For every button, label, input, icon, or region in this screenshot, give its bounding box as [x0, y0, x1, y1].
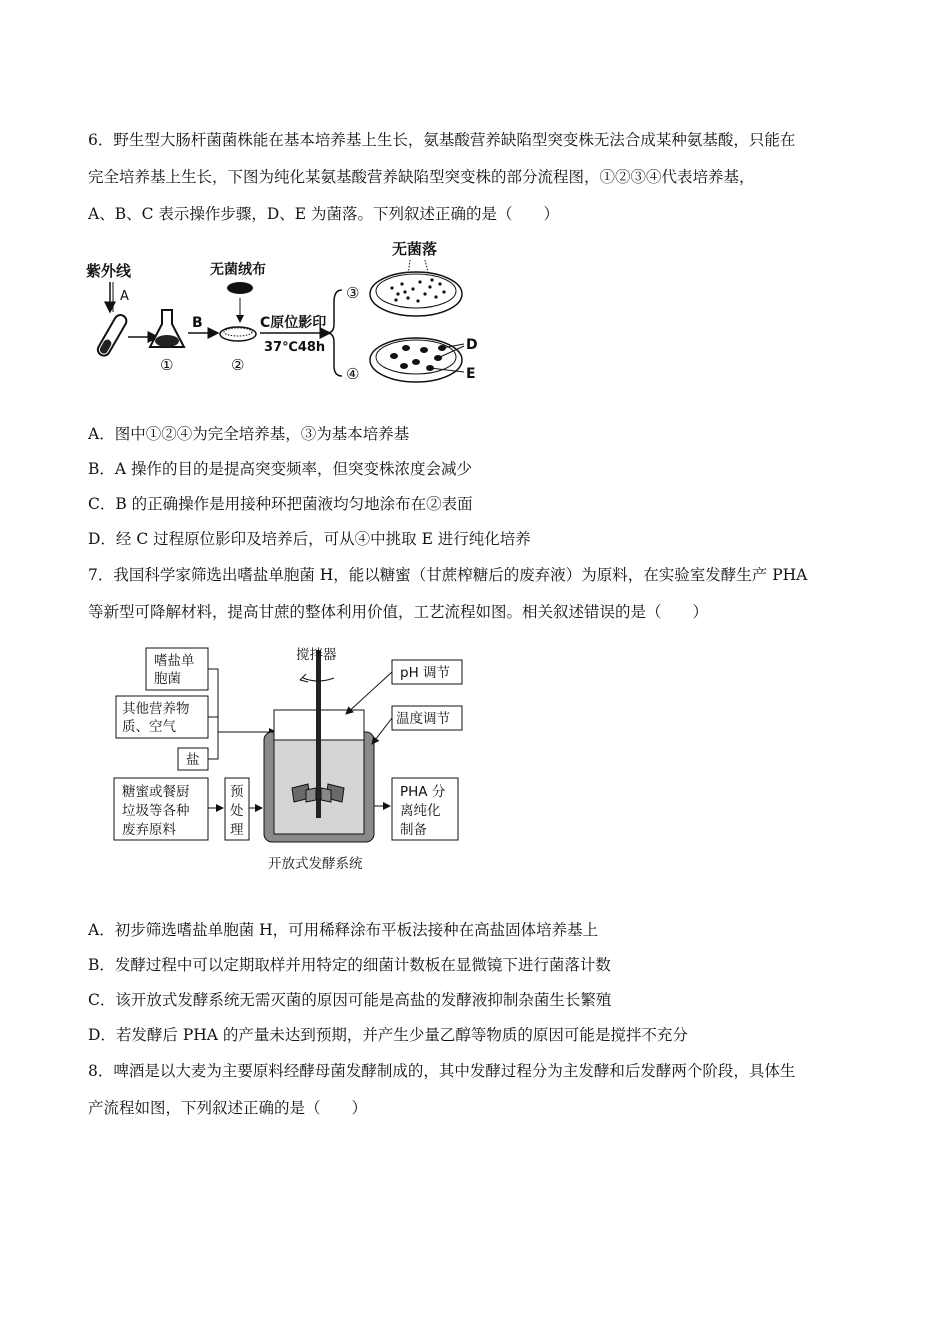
- step-b-label: B: [192, 315, 203, 331]
- box-ph-text: pH 调节: [400, 665, 451, 681]
- stirrer-label: 搅拌器: [296, 647, 337, 663]
- box-pha-line-1: PHA 分: [400, 784, 446, 800]
- box-raw-line-1: 糖蜜或餐厨: [122, 784, 190, 800]
- test-tube-icon: [96, 313, 129, 358]
- q6-option-a: A．图中①②④为完全培养基，③为基本培养基: [88, 425, 410, 443]
- q7-option-d: D．若发酵后 PHA 的产量未达到预期，并产生少量乙醇等物质的原因可能是搅拌不充分: [88, 1026, 688, 1044]
- q6-stem-line-3: A、B、C 表示操作步骤，D、E 为菌落。下列叙述正确的是（ ）: [88, 205, 560, 223]
- medium-4-label: ④: [346, 365, 360, 383]
- q7-option-a: A．初步筛选嗜盐单胞菌 H，可用稀释涂布平板法接种在高盐固体培养基上: [88, 921, 599, 939]
- box-pha-line-2: 离纯化: [400, 803, 441, 819]
- q7-stem-line-1: 7．我国科学家筛选出嗜盐单胞菌 H，能以糖蜜（甘蔗榨糖后的废弃液）为原料，在实验室发酵生产 PHA: [88, 566, 808, 584]
- fermenter-icon: [264, 650, 374, 842]
- step-a-label: A: [120, 289, 129, 304]
- medium-1-label: ①: [160, 356, 174, 374]
- system-label: 开放式发酵系统: [268, 856, 363, 872]
- q6-stem-line-1: 6．野生型大肠杆菌菌株能在基本培养基上生长，氨基酸营养缺陷型突变株无法合成某种氨基酸，只能在: [88, 131, 796, 149]
- q8-stem-line-1: 8．啤酒是以大麦为主要原料经酵母菌发酵制成的，其中发酵过程分为主发酵和后发酵两个阶段，具体生: [88, 1062, 796, 1080]
- step-c-label: C原位影印: [260, 315, 327, 331]
- box-pre-line-1: 预: [230, 784, 244, 800]
- q6-option-b: B．A 操作的目的是提高突变频率，但突变株浓度会减少: [88, 460, 473, 478]
- box-pha-line-3: 制备: [400, 822, 427, 838]
- brace: [327, 290, 342, 376]
- q7-stem-line-2: 等新型可降解材料，提高甘蔗的整体利用价值，工艺流程如图。相关叙述错误的是（ ）: [88, 603, 709, 621]
- plate-4-icon: [370, 338, 462, 382]
- box-raw-line-2: 垃圾等各种: [122, 803, 190, 819]
- plate-2-icon: [220, 327, 256, 341]
- condition-label: 37℃48h: [264, 340, 326, 355]
- flask-icon: [150, 310, 184, 347]
- q7-option-b: B．发酵过程中可以定期取样并用特定的细菌计数板在显微镜下进行菌落计数: [88, 956, 611, 974]
- q6-option-d: D．经 C 过程原位影印及培养后，可从④中挑取 E 进行纯化培养: [88, 530, 531, 548]
- medium-3-label: ③: [346, 284, 360, 302]
- box-salt-text: 盐: [186, 752, 200, 768]
- q6-option-c: C．B 的正确操作是用接种环把菌液均匀地涂布在②表面: [88, 495, 473, 513]
- box-pre-line-3: 理: [230, 822, 244, 838]
- q6-figure: [80, 232, 500, 392]
- no-colony-label: 无菌落: [392, 240, 438, 258]
- box-nutrients-line-2: 质、空气: [122, 719, 176, 735]
- medium-2-label: ②: [231, 356, 245, 374]
- velvet-label: 无菌绒布: [210, 262, 266, 278]
- box-pre-line-2: 处: [230, 803, 244, 819]
- plate-3-icon: [370, 272, 462, 316]
- colony-e-label: E: [466, 366, 476, 382]
- colony-d-label: D: [466, 337, 478, 353]
- uv-label: 紫外线: [86, 262, 132, 280]
- velvet-icon: [227, 282, 253, 294]
- box-bacteria-line-2: 胞菌: [154, 671, 181, 687]
- q7-option-c: C．该开放式发酵系统无需灭菌的原因可能是高盐的发酵液抑制杂菌生长繁殖: [88, 991, 612, 1009]
- q7-figure: [110, 640, 480, 880]
- q6-stem-line-2: 完全培养基上生长，下图为纯化某氨基酸营养缺陷型突变株的部分流程图，①②③④代表培养基，: [88, 168, 755, 186]
- box-bacteria-line-1: 嗜盐单: [154, 653, 195, 669]
- box-nutrients-line-1: 其他营养物: [122, 701, 190, 717]
- q8-stem-line-2: 产流程如图，下列叙述正确的是（ ）: [88, 1099, 368, 1117]
- box-raw-line-3: 废弃原料: [122, 822, 176, 838]
- box-temp-text: 温度调节: [396, 711, 450, 727]
